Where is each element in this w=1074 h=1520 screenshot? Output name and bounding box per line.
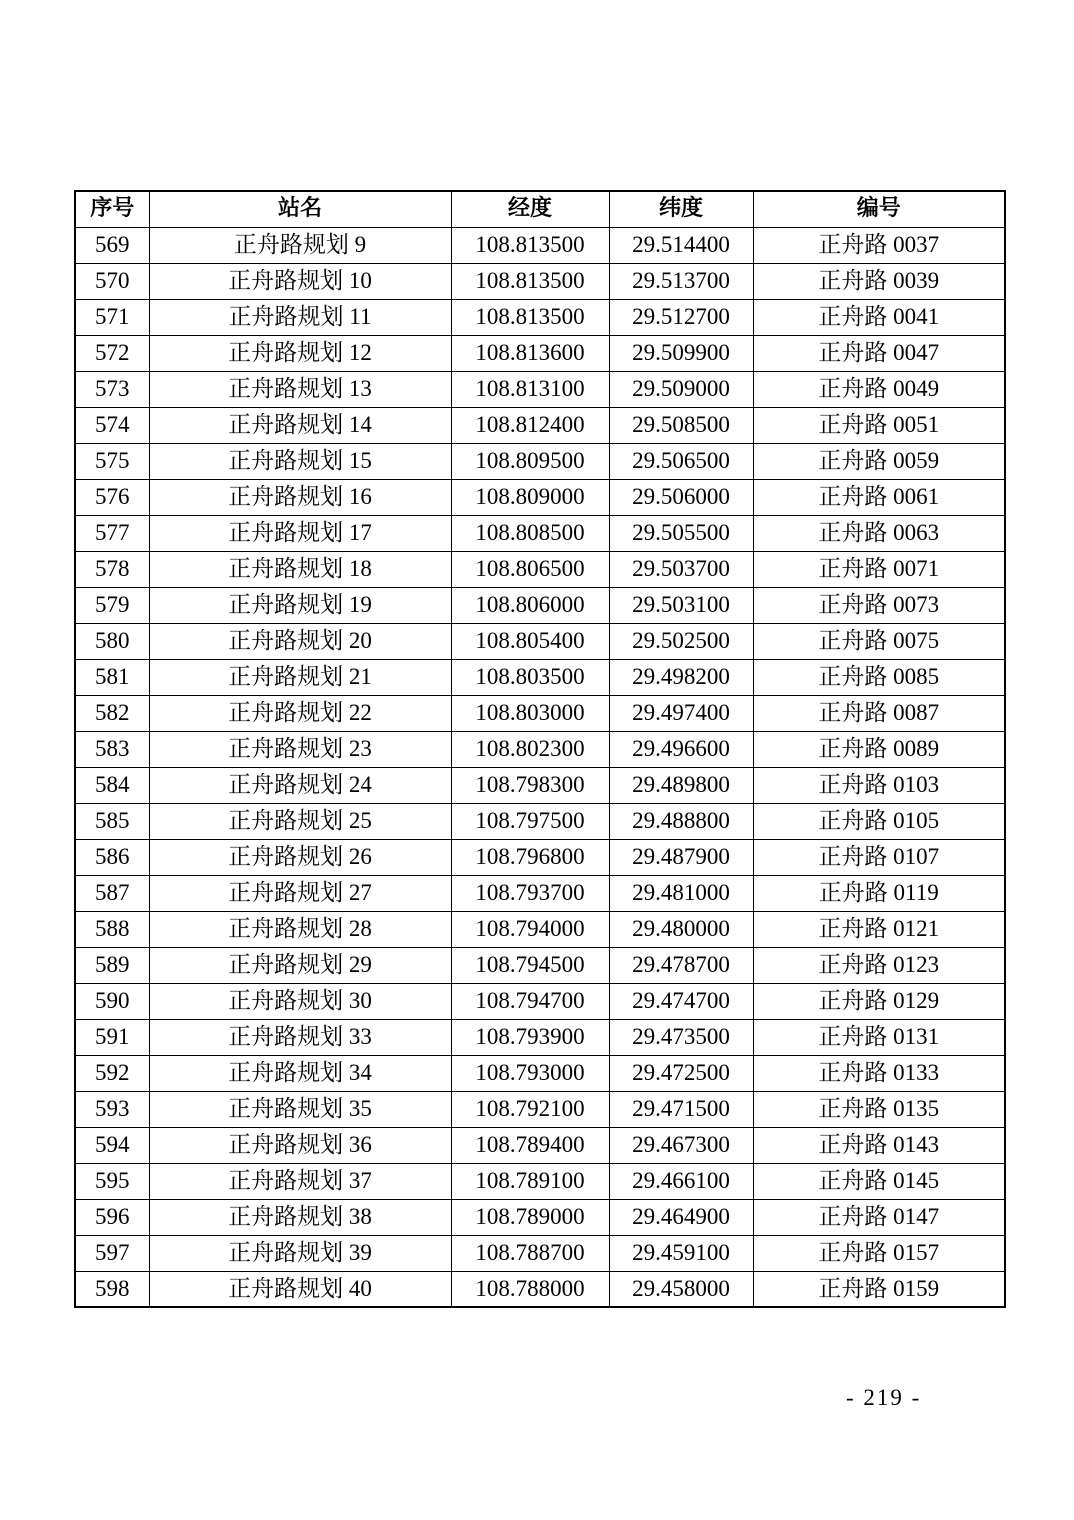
- cell-latitude: 29.497400: [609, 695, 753, 731]
- cell-station-name: 正舟路规划 24: [149, 767, 451, 803]
- table-row: [75, 227, 1005, 263]
- cell-station-name: 正舟路规划 12: [149, 335, 451, 371]
- cell-longitude: 108.793900: [451, 1019, 609, 1055]
- table-row: [75, 443, 1005, 479]
- cell-longitude: 108.794500: [451, 947, 609, 983]
- cell-index: 587: [75, 875, 149, 911]
- cell-station-name: 正舟路规划 36: [149, 1127, 451, 1163]
- cell-code: 正舟路 0075: [753, 623, 1005, 659]
- cell-longitude: 108.803000: [451, 695, 609, 731]
- cell-latitude: 29.474700: [609, 983, 753, 1019]
- cell-code: 正舟路 0147: [753, 1199, 1005, 1235]
- cell-latitude: 29.509000: [609, 371, 753, 407]
- cell-longitude: 108.813500: [451, 299, 609, 335]
- cell-station-name: 正舟路规划 30: [149, 983, 451, 1019]
- cell-code: 正舟路 0157: [753, 1235, 1005, 1271]
- cell-code: 正舟路 0105: [753, 803, 1005, 839]
- cell-longitude: 108.802300: [451, 731, 609, 767]
- table-row: [75, 695, 1005, 731]
- cell-station-name: 正舟路规划 11: [149, 299, 451, 335]
- cell-longitude: 108.813500: [451, 263, 609, 299]
- table-row: [75, 335, 1005, 371]
- cell-longitude: 108.793700: [451, 875, 609, 911]
- cell-station-name: 正舟路规划 18: [149, 551, 451, 587]
- cell-latitude: 29.488800: [609, 803, 753, 839]
- table-row: [75, 263, 1005, 299]
- header-station-name: 站名: [149, 191, 451, 227]
- cell-code: 正舟路 0087: [753, 695, 1005, 731]
- cell-latitude: 29.496600: [609, 731, 753, 767]
- cell-station-name: 正舟路规划 39: [149, 1235, 451, 1271]
- cell-index: 595: [75, 1163, 149, 1199]
- cell-station-name: 正舟路规划 37: [149, 1163, 451, 1199]
- table-row: [75, 983, 1005, 1019]
- table-row: [75, 407, 1005, 443]
- cell-station-name: 正舟路规划 27: [149, 875, 451, 911]
- cell-latitude: 29.506500: [609, 443, 753, 479]
- cell-latitude: 29.505500: [609, 515, 753, 551]
- cell-index: 575: [75, 443, 149, 479]
- cell-index: 590: [75, 983, 149, 1019]
- cell-station-name: 正舟路规划 35: [149, 1091, 451, 1127]
- table-row: [75, 659, 1005, 695]
- cell-code: 正舟路 0103: [753, 767, 1005, 803]
- cell-longitude: 108.788700: [451, 1235, 609, 1271]
- cell-latitude: 29.509900: [609, 335, 753, 371]
- cell-code: 正舟路 0085: [753, 659, 1005, 695]
- cell-index: 576: [75, 479, 149, 515]
- cell-latitude: 29.481000: [609, 875, 753, 911]
- cell-station-name: 正舟路规划 40: [149, 1271, 451, 1307]
- cell-station-name: 正舟路规划 9: [149, 227, 451, 263]
- cell-index: 582: [75, 695, 149, 731]
- cell-code: 正舟路 0133: [753, 1055, 1005, 1091]
- cell-station-name: 正舟路规划 25: [149, 803, 451, 839]
- header-row: [75, 191, 1005, 227]
- header-latitude: 纬度: [609, 191, 753, 227]
- cell-index: 593: [75, 1091, 149, 1127]
- cell-code: 正舟路 0135: [753, 1091, 1005, 1127]
- cell-longitude: 108.809000: [451, 479, 609, 515]
- cell-code: 正舟路 0047: [753, 335, 1005, 371]
- cell-code: 正舟路 0089: [753, 731, 1005, 767]
- cell-latitude: 29.502500: [609, 623, 753, 659]
- cell-longitude: 108.793000: [451, 1055, 609, 1091]
- cell-index: 591: [75, 1019, 149, 1055]
- table-row: [75, 551, 1005, 587]
- cell-index: 586: [75, 839, 149, 875]
- header-longitude: 经度: [451, 191, 609, 227]
- cell-code: 正舟路 0039: [753, 263, 1005, 299]
- cell-index: 581: [75, 659, 149, 695]
- table-row: [75, 1199, 1005, 1235]
- cell-index: 585: [75, 803, 149, 839]
- table-row: [75, 1271, 1005, 1307]
- table-row: [75, 911, 1005, 947]
- cell-code: 正舟路 0063: [753, 515, 1005, 551]
- table-row: [75, 875, 1005, 911]
- cell-longitude: 108.813500: [451, 227, 609, 263]
- cell-code: 正舟路 0129: [753, 983, 1005, 1019]
- table-header: [75, 191, 1005, 227]
- cell-latitude: 29.506000: [609, 479, 753, 515]
- cell-index: 577: [75, 515, 149, 551]
- cell-index: 584: [75, 767, 149, 803]
- cell-latitude: 29.473500: [609, 1019, 753, 1055]
- cell-latitude: 29.503700: [609, 551, 753, 587]
- cell-longitude: 108.794700: [451, 983, 609, 1019]
- cell-station-name: 正舟路规划 26: [149, 839, 451, 875]
- cell-index: 580: [75, 623, 149, 659]
- cell-station-name: 正舟路规划 20: [149, 623, 451, 659]
- table-row: [75, 1235, 1005, 1271]
- cell-longitude: 108.806000: [451, 587, 609, 623]
- table-row: [75, 1163, 1005, 1199]
- cell-index: 574: [75, 407, 149, 443]
- table-row: [75, 587, 1005, 623]
- cell-latitude: 29.471500: [609, 1091, 753, 1127]
- cell-longitude: 108.809500: [451, 443, 609, 479]
- cell-latitude: 29.513700: [609, 263, 753, 299]
- cell-longitude: 108.808500: [451, 515, 609, 551]
- cell-latitude: 29.464900: [609, 1199, 753, 1235]
- cell-longitude: 108.792100: [451, 1091, 609, 1127]
- cell-station-name: 正舟路规划 13: [149, 371, 451, 407]
- cell-index: 570: [75, 263, 149, 299]
- cell-latitude: 29.459100: [609, 1235, 753, 1271]
- table-row: [75, 803, 1005, 839]
- cell-station-name: 正舟路规划 21: [149, 659, 451, 695]
- table-row: [75, 479, 1005, 515]
- cell-latitude: 29.480000: [609, 911, 753, 947]
- cell-index: 572: [75, 335, 149, 371]
- cell-station-name: 正舟路规划 34: [149, 1055, 451, 1091]
- cell-code: 正舟路 0049: [753, 371, 1005, 407]
- cell-longitude: 108.789000: [451, 1199, 609, 1235]
- cell-longitude: 108.789100: [451, 1163, 609, 1199]
- cell-code: 正舟路 0121: [753, 911, 1005, 947]
- cell-code: 正舟路 0041: [753, 299, 1005, 335]
- cell-index: 594: [75, 1127, 149, 1163]
- cell-code: 正舟路 0059: [753, 443, 1005, 479]
- cell-code: 正舟路 0061: [753, 479, 1005, 515]
- table-row: [75, 299, 1005, 335]
- cell-index: 597: [75, 1235, 149, 1271]
- cell-index: 573: [75, 371, 149, 407]
- cell-latitude: 29.466100: [609, 1163, 753, 1199]
- cell-longitude: 108.788000: [451, 1271, 609, 1307]
- cell-code: 正舟路 0073: [753, 587, 1005, 623]
- cell-code: 正舟路 0131: [753, 1019, 1005, 1055]
- cell-latitude: 29.467300: [609, 1127, 753, 1163]
- table-row: [75, 515, 1005, 551]
- cell-station-name: 正舟路规划 15: [149, 443, 451, 479]
- cell-latitude: 29.512700: [609, 299, 753, 335]
- cell-index: 579: [75, 587, 149, 623]
- cell-station-name: 正舟路规划 19: [149, 587, 451, 623]
- cell-station-name: 正舟路规划 23: [149, 731, 451, 767]
- table-row: [75, 1091, 1005, 1127]
- header-code: 编号: [753, 191, 1005, 227]
- cell-code: 正舟路 0145: [753, 1163, 1005, 1199]
- table-row: [75, 623, 1005, 659]
- cell-latitude: 29.489800: [609, 767, 753, 803]
- cell-longitude: 108.789400: [451, 1127, 609, 1163]
- table-row: [75, 839, 1005, 875]
- cell-longitude: 108.798300: [451, 767, 609, 803]
- cell-latitude: 29.503100: [609, 587, 753, 623]
- table-row: [75, 1019, 1005, 1055]
- cell-index: 569: [75, 227, 149, 263]
- cell-latitude: 29.498200: [609, 659, 753, 695]
- cell-code: 正舟路 0037: [753, 227, 1005, 263]
- cell-longitude: 108.805400: [451, 623, 609, 659]
- cell-longitude: 108.796800: [451, 839, 609, 875]
- cell-code: 正舟路 0123: [753, 947, 1005, 983]
- cell-code: 正舟路 0159: [753, 1271, 1005, 1307]
- cell-index: 571: [75, 299, 149, 335]
- cell-station-name: 正舟路规划 22: [149, 695, 451, 731]
- cell-station-name: 正舟路规划 33: [149, 1019, 451, 1055]
- cell-index: 589: [75, 947, 149, 983]
- cell-index: 588: [75, 911, 149, 947]
- cell-code: 正舟路 0071: [753, 551, 1005, 587]
- cell-station-name: 正舟路规划 38: [149, 1199, 451, 1235]
- table-row: [75, 731, 1005, 767]
- cell-station-name: 正舟路规划 17: [149, 515, 451, 551]
- cell-index: 598: [75, 1271, 149, 1307]
- table-row: [75, 1055, 1005, 1091]
- header-index: 序号: [75, 191, 149, 227]
- cell-longitude: 108.812400: [451, 407, 609, 443]
- cell-code: 正舟路 0143: [753, 1127, 1005, 1163]
- cell-longitude: 108.806500: [451, 551, 609, 587]
- cell-longitude: 108.794000: [451, 911, 609, 947]
- cell-code: 正舟路 0119: [753, 875, 1005, 911]
- cell-code: 正舟路 0107: [753, 839, 1005, 875]
- cell-longitude: 108.813600: [451, 335, 609, 371]
- cell-index: 592: [75, 1055, 149, 1091]
- cell-latitude: 29.478700: [609, 947, 753, 983]
- cell-index: 578: [75, 551, 149, 587]
- cell-latitude: 29.487900: [609, 839, 753, 875]
- cell-station-name: 正舟路规划 16: [149, 479, 451, 515]
- table-body: [75, 227, 1005, 1307]
- cell-latitude: 29.472500: [609, 1055, 753, 1091]
- table-row: [75, 947, 1005, 983]
- cell-longitude: 108.803500: [451, 659, 609, 695]
- table-row: [75, 1127, 1005, 1163]
- station-table: [74, 190, 1006, 1308]
- cell-station-name: 正舟路规划 10: [149, 263, 451, 299]
- cell-index: 583: [75, 731, 149, 767]
- cell-station-name: 正舟路规划 14: [149, 407, 451, 443]
- cell-longitude: 108.797500: [451, 803, 609, 839]
- cell-longitude: 108.813100: [451, 371, 609, 407]
- cell-latitude: 29.508500: [609, 407, 753, 443]
- table-row: [75, 767, 1005, 803]
- cell-latitude: 29.514400: [609, 227, 753, 263]
- table-row: [75, 371, 1005, 407]
- cell-code: 正舟路 0051: [753, 407, 1005, 443]
- page-number: - 219 -: [846, 1385, 922, 1410]
- cell-latitude: 29.458000: [609, 1271, 753, 1307]
- cell-station-name: 正舟路规划 28: [149, 911, 451, 947]
- cell-index: 596: [75, 1199, 149, 1235]
- cell-station-name: 正舟路规划 29: [149, 947, 451, 983]
